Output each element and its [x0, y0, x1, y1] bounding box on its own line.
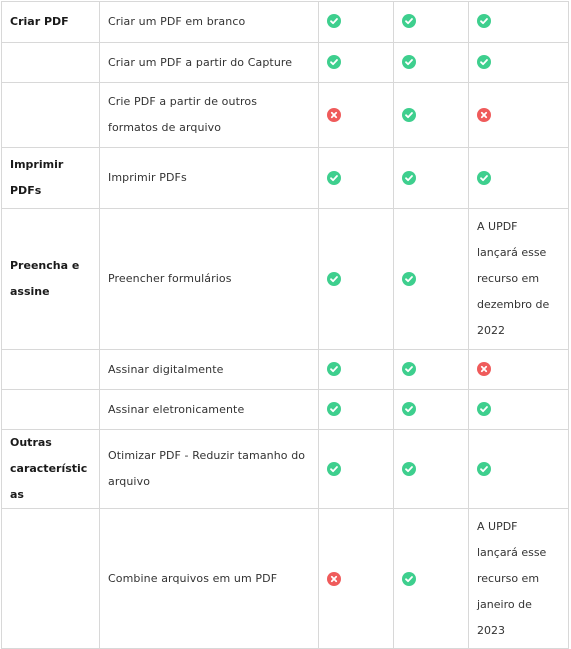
check-circle-icon: [477, 462, 491, 476]
status-cell: [469, 148, 569, 209]
check-circle-icon: [477, 55, 491, 69]
feature-cell: Assinar digitalmente: [100, 350, 319, 390]
status-cell: [394, 43, 469, 83]
check-circle-icon: [327, 402, 341, 416]
cross-circle-icon: [477, 362, 491, 376]
category-cell: [2, 509, 100, 649]
table-row: [2, 209, 569, 350]
table-row: [2, 148, 569, 209]
feature-cell: Criar um PDF a partir do Capture: [100, 43, 319, 83]
check-circle-icon: [327, 55, 341, 69]
table-row: [2, 509, 569, 649]
status-cell: [319, 390, 394, 430]
feature-cell: Crie PDF a partir de outros formatos de arquivo: [100, 83, 319, 148]
status-cell: [394, 509, 469, 649]
status-cell: [394, 148, 469, 209]
status-cell: [319, 209, 394, 350]
note-cell: A UPDF lançará esse recurso em janeiro de 2023: [469, 509, 569, 649]
status-cell: [319, 148, 394, 209]
category-cell: [2, 43, 100, 83]
status-cell: [469, 2, 569, 43]
status-cell: [319, 350, 394, 390]
check-circle-icon: [327, 462, 341, 476]
status-cell: [394, 390, 469, 430]
category-cell: Outras características: [2, 430, 100, 509]
cross-circle-icon: [327, 572, 341, 586]
check-circle-icon: [327, 362, 341, 376]
cross-circle-icon: [327, 108, 341, 122]
status-cell: [469, 43, 569, 83]
status-cell: [319, 83, 394, 148]
check-circle-icon: [477, 171, 491, 185]
status-cell: [469, 83, 569, 148]
check-circle-icon: [327, 171, 341, 185]
feature-cell: Assinar eletronicamente: [100, 390, 319, 430]
category-cell: Criar PDF: [2, 2, 100, 43]
check-circle-icon: [477, 14, 491, 28]
table-row: [2, 430, 569, 509]
check-circle-icon: [402, 572, 416, 586]
check-circle-icon: [477, 402, 491, 416]
feature-comparison-table: [1, 1, 569, 649]
table-row: [2, 2, 569, 43]
check-circle-icon: [402, 171, 416, 185]
status-cell: [319, 43, 394, 83]
status-cell: [319, 2, 394, 43]
feature-cell: Criar um PDF em branco: [100, 2, 319, 43]
status-cell: [319, 430, 394, 509]
check-circle-icon: [402, 55, 416, 69]
check-circle-icon: [327, 14, 341, 28]
status-cell: [319, 509, 394, 649]
status-cell: [469, 430, 569, 509]
status-cell: [469, 390, 569, 430]
check-circle-icon: [402, 272, 416, 286]
table-row: [2, 83, 569, 148]
category-cell: [2, 83, 100, 148]
status-cell: [469, 350, 569, 390]
status-cell: [394, 430, 469, 509]
category-cell: Imprimir PDFs: [2, 148, 100, 209]
category-cell: [2, 350, 100, 390]
table-row: [2, 43, 569, 83]
feature-cell: Imprimir PDFs: [100, 148, 319, 209]
status-cell: [394, 83, 469, 148]
check-circle-icon: [402, 108, 416, 122]
status-cell: [394, 2, 469, 43]
table-row: [2, 350, 569, 390]
feature-cell: Combine arquivos em um PDF: [100, 509, 319, 649]
check-circle-icon: [402, 14, 416, 28]
cross-circle-icon: [477, 108, 491, 122]
check-circle-icon: [402, 402, 416, 416]
status-cell: [394, 209, 469, 350]
note-cell: A UPDF lançará esse recurso em dezembro de 2022: [469, 209, 569, 350]
category-cell: [2, 390, 100, 430]
feature-cell: Preencher formulários: [100, 209, 319, 350]
status-cell: [394, 350, 469, 390]
check-circle-icon: [402, 362, 416, 376]
check-circle-icon: [402, 462, 416, 476]
feature-cell: Otimizar PDF - Reduzir tamanho do arquivo: [100, 430, 319, 509]
table-row: [2, 390, 569, 430]
check-circle-icon: [327, 272, 341, 286]
category-cell: Preencha e assine: [2, 209, 100, 350]
